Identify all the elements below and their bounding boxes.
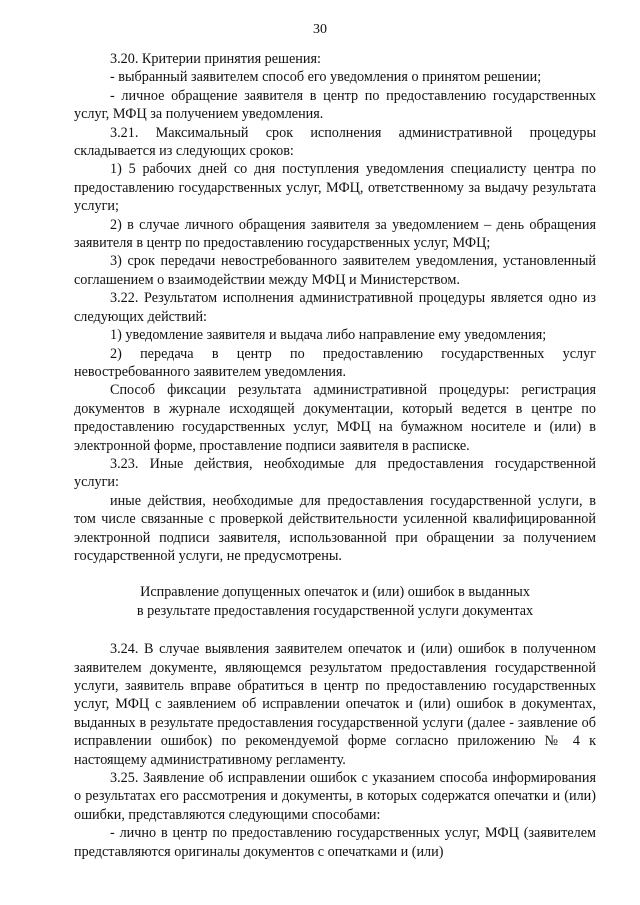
document-body [74,50,596,861]
clause-3-23-title: 3.23. Иные действия, необходимые для предоставления государственной услуги: [74,455,596,491]
clause-3-23-text: иные действия, необходимые для предоставления государственной услуги, в том числе связанные с проверкой действительности усиленной квалифицированной электронной подписи заявителя, использованной при обращении за получением государственной услуги, не предусмотрены. [74,492,596,564]
clause-3-21-item-1: 1) 5 рабочих дней со дня поступления уведомления специалисту центра по предоставлению государственных услуг, МФЦ, ответственному за выдачу результата услуги; [74,161,596,215]
clause-3-22-item-1: 1) уведомление заявителя и выдача либо направление ему уведомления; [110,327,547,344]
fixation-method-paragraph: Способ фиксации результата административной процедуры: регистрация документов в журнале исходящей документации, который ведется в центре по предоставлению государственных услуг, МФЦ на бумажном носителе и (или) в электронной форме, проставление подписи заявителя в расписке. [74,382,596,454]
clause-3-21-title: 3.21. Максимальный срок исполнения административной процедуры складывается из следующих сроков: [74,124,596,160]
clause-3-25-item-1: - лично в центр по предоставлению государственных услуг, МФЦ (заявителем представляются оригиналы документов с опечатками и (или) [74,825,596,860]
clause-3-22-title: 3.22. Результатом исполнения административной процедуры является одно из следующих действий: [74,290,596,325]
clause-3-21-item-2: 2) в случае личного обращения заявителя за уведомлением – день обращения заявителя в центр по предоставлению государственных услуг, МФЦ; [74,216,596,252]
section-heading-line-2: в результате предоставления государственной услуги документах [136,602,534,619]
clause-3-20-title: 3.20. Критерии принятия решения: [110,51,321,67]
clause-3-20-item-2: - личное обращение заявителя в центр по предоставлению государственных услуг, МФЦ за получением уведомления. [74,87,596,123]
clause-3-21-item-3: 3) срок передачи невостребованного заявителем уведомления, установленный соглашением о взаимодействии между МФЦ и Министерством. [74,253,596,288]
page-number: 30 [313,22,327,37]
spacer [74,620,596,640]
clause-3-20-item-1: - выбранный заявителем способ его уведомления о принятом решении; [110,69,542,86]
clause-3-25-text: 3.25. Заявление об исправлении ошибок с указанием способа информирования о результатах его рассмотрения и документы, в которых содержатся опечатки и (или) ошибки, представляются следующими способами: [74,770,596,823]
spacer [74,565,596,583]
clause-3-22-item-2: 2) передача в центр по предоставлению государственных услуг невостребованного заявителем уведомления. [74,345,596,380]
clause-3-24-text: 3.24. В случае выявления заявителем опечаток и (или) ошибок в полученном заявителем документе, являющемся результатом предоставления государственной услуги, заявитель вправе обратиться в центр по предоставлению государственных услуг, МФЦ с заявлением об исправлении опечаток и (или) ошибок в документах, выданных в результате предоставления государственной услуги (далее - заявление об исправлении ошибок) по рекомендуемой форме согласно приложению № 4 к настоящему административному регламенту. [74,641,596,768]
section-heading-line-1: Исправление допущенных опечаток и (или) ошибок в выданных [140,584,530,601]
